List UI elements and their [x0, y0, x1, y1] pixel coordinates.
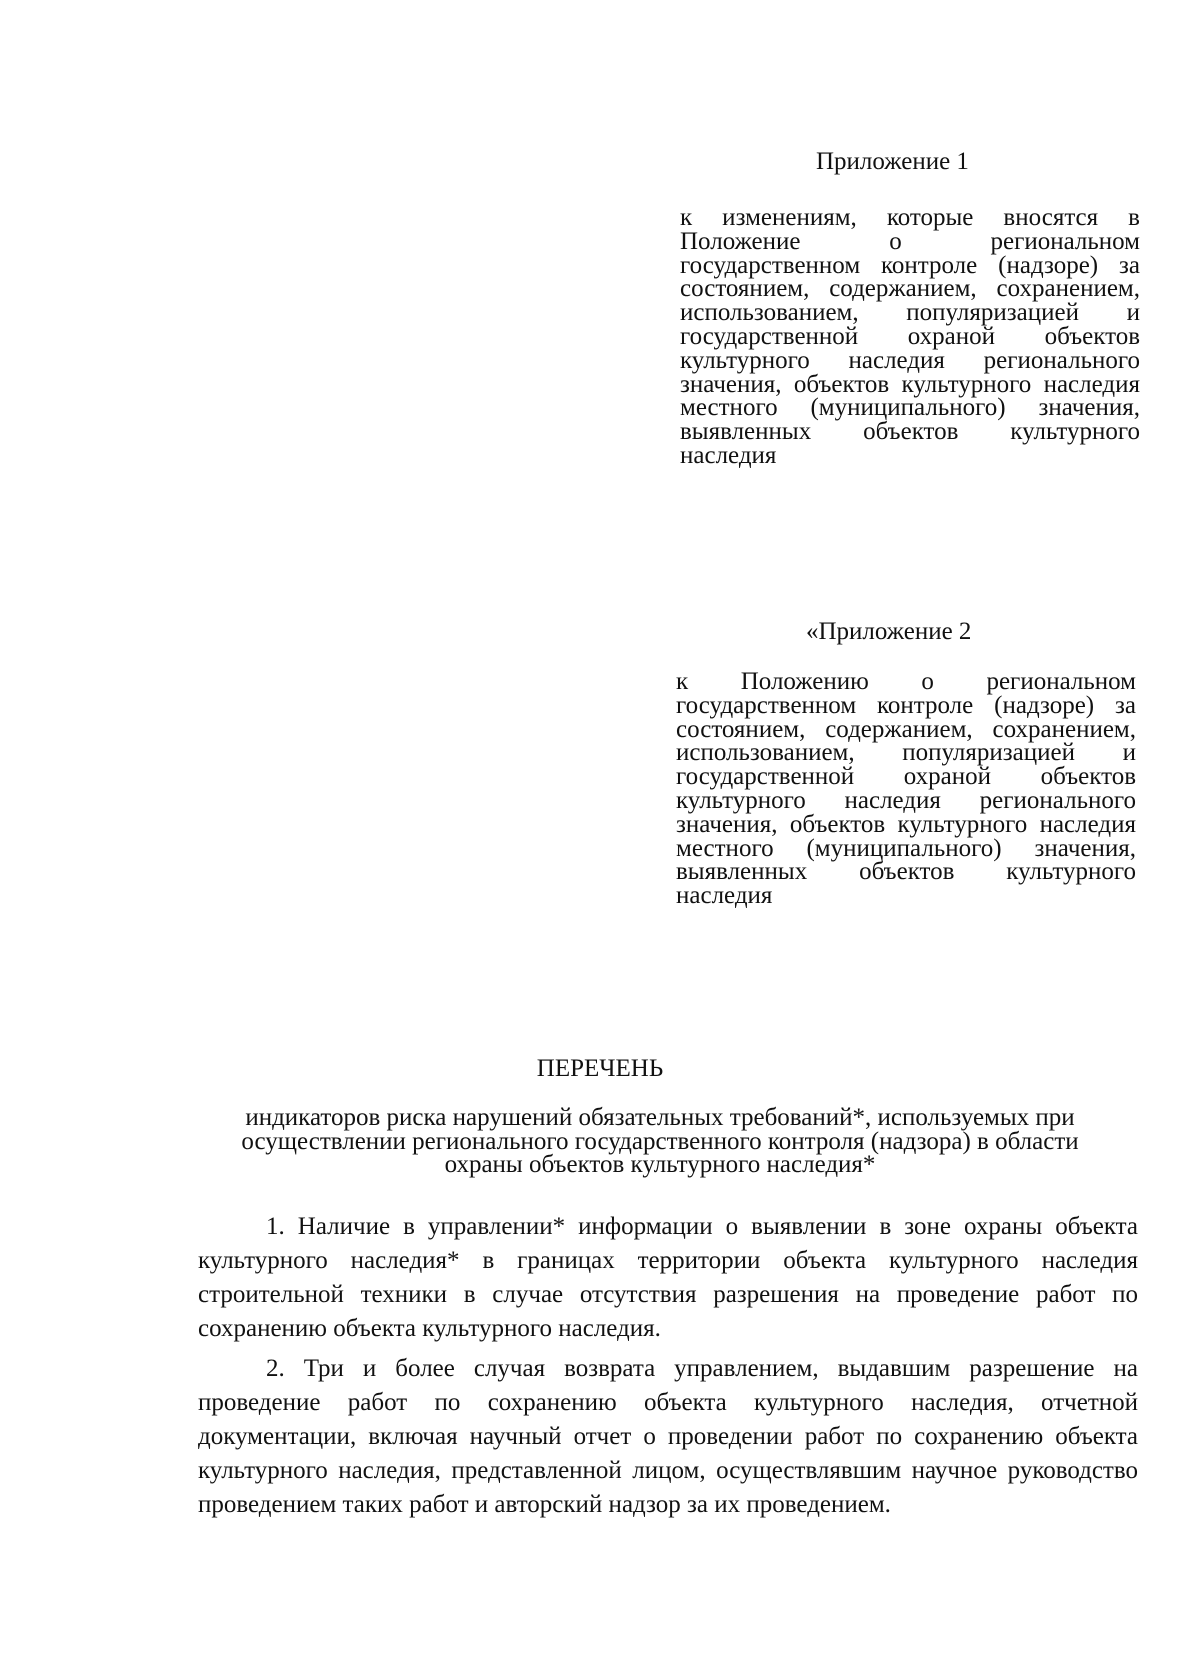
appendix-2-body: к Положению о региональном государственном контроле (надзоре) за состоянием, содержанием, сохранением, использованием, популяризацией и государственной охраной объектов культурного наследия регионального значения, объектов культурного наследия местного (муниципального) значения, выявленных объектов культурного наследия — [676, 668, 1136, 910]
appendix-1-title: Приложение 1 — [816, 148, 969, 175]
list-item-1: 1. Наличие в управлении* информации о выявлении в зоне охраны объекта культурного наследия* в границах территории объекта культурного наследия строительной техники в случае отсутствия разрешения на проведение работ по сохранению объекта культурного наследия. — [198, 1213, 1138, 1342]
list-item-2: 2. Три и более случая возврата управлением, выдавшим разрешение на проведение работ по сохранению объекта культурного наследия, отчетной документации, включая научный отчет о проведении работ по сохранению объекта культурного наследия, представленной лицом, осуществлявшим научное руководство проведением таких работ и авторский надзор за их проведением. — [198, 1355, 1138, 1518]
appendix-1-body: к изменениям, которые вносятся в Положение о региональном государственном контроле (надзоре) за состоянием, содержанием, сохранением, использованием, популяризацией и государственной охраной объектов культурного наследия регионального значения, объектов культурного наследия местного (муниципального) значения, выявленных объектов культурного наследия — [680, 204, 1140, 469]
appendix-2-title: «Приложение 2 — [806, 618, 972, 645]
list-subtitle: индикаторов риска нарушений обязательных требований*, используемых при осуществлении регионального государственного контроля (надзора) в области охраны объектов культурного наследия* — [241, 1104, 1079, 1178]
list-title: ПЕРЕЧЕНЬ — [536, 1055, 664, 1082]
